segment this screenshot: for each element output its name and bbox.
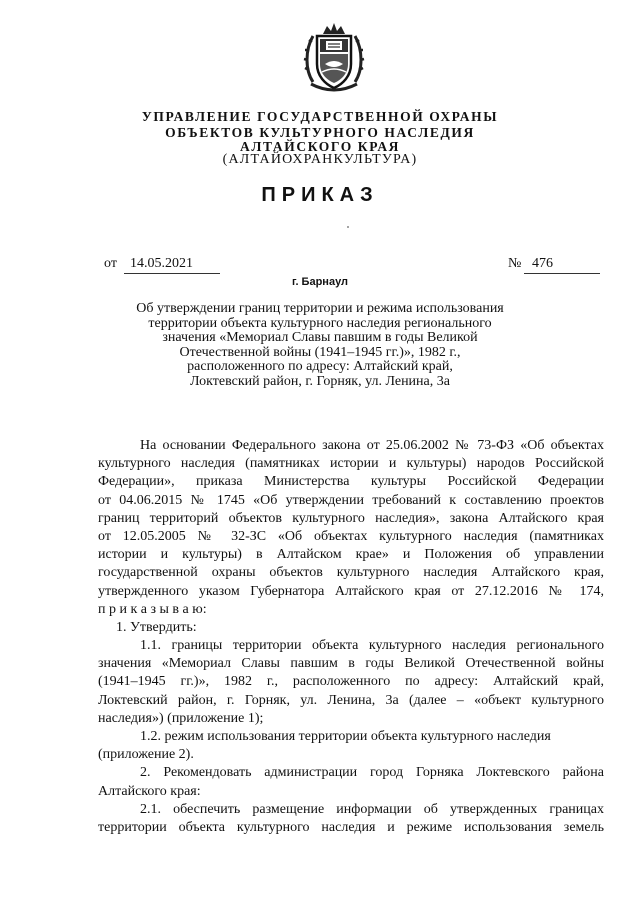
- speck: [347, 226, 349, 228]
- subject-line: Об утверждении границ территории и режима использования: [136, 301, 504, 316]
- number-prefix: №: [508, 256, 522, 271]
- document-type-title: ПРИКАЗ: [261, 184, 379, 206]
- subject-line: значения «Мемориал Славы павшим в годы Великой: [162, 330, 478, 345]
- body-line: границ территорий объектов культурного наследия», закона Алтайского края: [98, 510, 604, 526]
- body-line: На основании Федерального закона от 25.06.2002 № 73-ФЗ «Об объектах: [140, 438, 604, 453]
- body-line: значения «Мемориал Славы павшим в годы Великой Отечественной войны: [98, 656, 604, 672]
- subject-line: Отечественной войны (1941–1945 гг.)», 1982 г.,: [179, 344, 461, 360]
- body-line: истории и культуры) в Алтайском крае» и Положения об управлении: [98, 547, 604, 563]
- city-name: г. Барнаул: [291, 276, 349, 288]
- body-line: п р и к а з ы в а ю:: [98, 601, 207, 617]
- body-line: 1.2. режим использования территории объекта культурного наследия: [140, 729, 551, 744]
- date-prefix: от: [104, 256, 117, 271]
- order-number: 476: [532, 256, 553, 271]
- order-body: [98, 437, 604, 837]
- body-line: (1941–1945 гг.)», 1982 г., расположенного по адресу: Алтайский край,: [98, 674, 604, 690]
- body-line: Локтевский район, г. Горняк, ул. Ленина, 3а (далее – «объект культурного: [98, 692, 604, 708]
- body-line: Федерации», приказа Министерства культуры Российской Федерации: [98, 474, 604, 490]
- order-date: 14.05.2021: [130, 256, 193, 271]
- body-line: 1. Утвердить:: [116, 619, 197, 635]
- number-underline: [524, 273, 600, 274]
- subject-line: Локтевский район, г. Горняк, ул. Ленина, 3а: [190, 373, 450, 389]
- body-line: 2. Рекомендовать администрации город Горняка Локтевского района: [140, 765, 604, 781]
- body-line: культурного наследия (памятниках истории и культуры) народов Российской: [98, 456, 604, 472]
- body-line: 1.1. границы территории объекта культурного наследия регионального: [140, 638, 604, 654]
- org-name-line-1: УПРАВЛЕНИЕ ГОСУДАРСТВЕННОЙ ОХРАНЫ: [141, 109, 499, 124]
- org-name-line-3: АЛТАЙСКОГО КРАЯ: [239, 139, 401, 154]
- order-subject: [120, 302, 520, 389]
- date-underline: [124, 273, 220, 274]
- body-line: 2.1. обеспечить размещение информации об утвержденных границах: [140, 801, 604, 817]
- subject-line: территории объекта культурного наследия регионального: [148, 315, 492, 331]
- subject-line: расположенного по адресу: Алтайский край,: [187, 359, 453, 374]
- body-line: (приложение 2).: [98, 747, 194, 763]
- body-line: Алтайского края:: [98, 783, 201, 799]
- body-line: от 12.05.2005 № 32-ЗС «Об объектах культурного наследия (памятниках: [98, 528, 604, 544]
- org-name-line-2: ОБЪЕКТОВ КУЛЬТУРНОГО НАСЛЕДИЯ: [165, 125, 475, 140]
- body-line: утвержденного указом Губернатора Алтайского края от 27.12.2016 № 174,: [98, 583, 604, 599]
- org-short-name: (АЛТАЙОХРАНКУЛЬТУРА): [222, 152, 418, 167]
- coat-of-arms-icon: [303, 20, 365, 96]
- body-line: государственной охраны объектов культурного наследия Алтайского края,: [98, 565, 604, 581]
- body-line: от 04.06.2015 № 1745 «Об утверждении требований к составлению проектов: [98, 492, 604, 508]
- body-line: территории объекта культурного наследия и режиме использования земель: [98, 819, 604, 835]
- body-line: наследия») (приложение 1);: [98, 710, 264, 726]
